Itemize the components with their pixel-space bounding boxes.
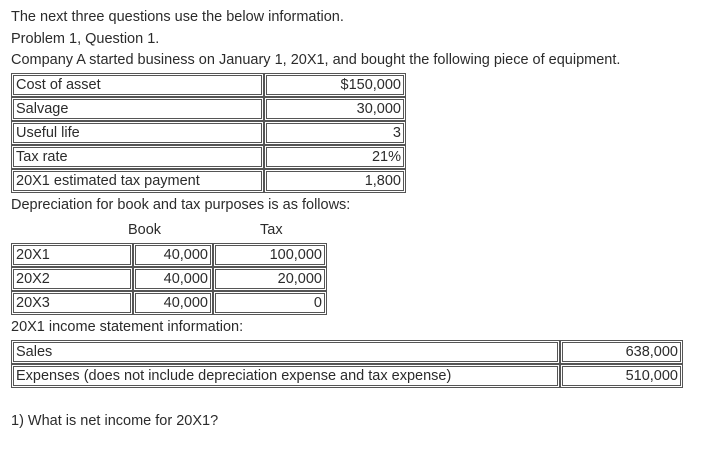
table-row xyxy=(11,73,406,97)
asset-value: 21% xyxy=(264,145,406,169)
tax-cell: 0 xyxy=(213,291,327,315)
col-header-tax: Tax xyxy=(260,222,283,238)
col-header-book: Book xyxy=(128,222,162,238)
tax-cell: 20,000 xyxy=(213,267,327,291)
income-statement-table xyxy=(11,340,683,388)
income-statement-caption: 20X1 income statement information: xyxy=(11,319,244,335)
asset-value: 30,000 xyxy=(264,97,406,121)
table-row xyxy=(11,340,683,364)
intro-line-2: Problem 1, Question 1. xyxy=(11,31,160,47)
income-value: 510,000 xyxy=(560,364,683,388)
asset-label: Useful life xyxy=(11,121,264,145)
book-cell: 40,000 xyxy=(133,267,213,291)
table-row xyxy=(11,267,327,291)
depreciation-table xyxy=(11,243,327,315)
asset-label: Cost of asset xyxy=(11,73,264,97)
table-row xyxy=(11,145,406,169)
table-row xyxy=(11,291,327,315)
book-cell: 40,000 xyxy=(133,243,213,267)
book-cell: 40,000 xyxy=(133,291,213,315)
table-row xyxy=(11,97,406,121)
intro-line-1: The next three questions use the below information. xyxy=(11,9,344,25)
asset-table xyxy=(11,73,406,193)
table-row xyxy=(11,243,327,267)
table-row xyxy=(11,364,683,388)
tax-cell: 100,000 xyxy=(213,243,327,267)
income-label: Sales xyxy=(11,340,560,364)
year-cell: 20X2 xyxy=(11,267,133,291)
income-value: 638,000 xyxy=(560,340,683,364)
asset-value: 3 xyxy=(264,121,406,145)
asset-label: Tax rate xyxy=(11,145,264,169)
income-label: Expenses (does not include depreciation expense and tax expense) xyxy=(11,364,560,388)
asset-value: $150,000 xyxy=(264,73,406,97)
table-row xyxy=(11,121,406,145)
depreciation-caption: Depreciation for book and tax purposes is as follows: xyxy=(11,197,351,213)
year-cell: 20X3 xyxy=(11,291,133,315)
table-row xyxy=(11,169,406,193)
asset-label: 20X1 estimated tax payment xyxy=(11,169,264,193)
year-cell: 20X1 xyxy=(11,243,133,267)
asset-value: 1,800 xyxy=(264,169,406,193)
asset-label: Salvage xyxy=(11,97,264,121)
intro-line-3: Company A started business on January 1, 20X1, and bought the following piece of equipment. xyxy=(11,52,621,68)
question-text: 1) What is net income for 20X1? xyxy=(11,413,219,429)
